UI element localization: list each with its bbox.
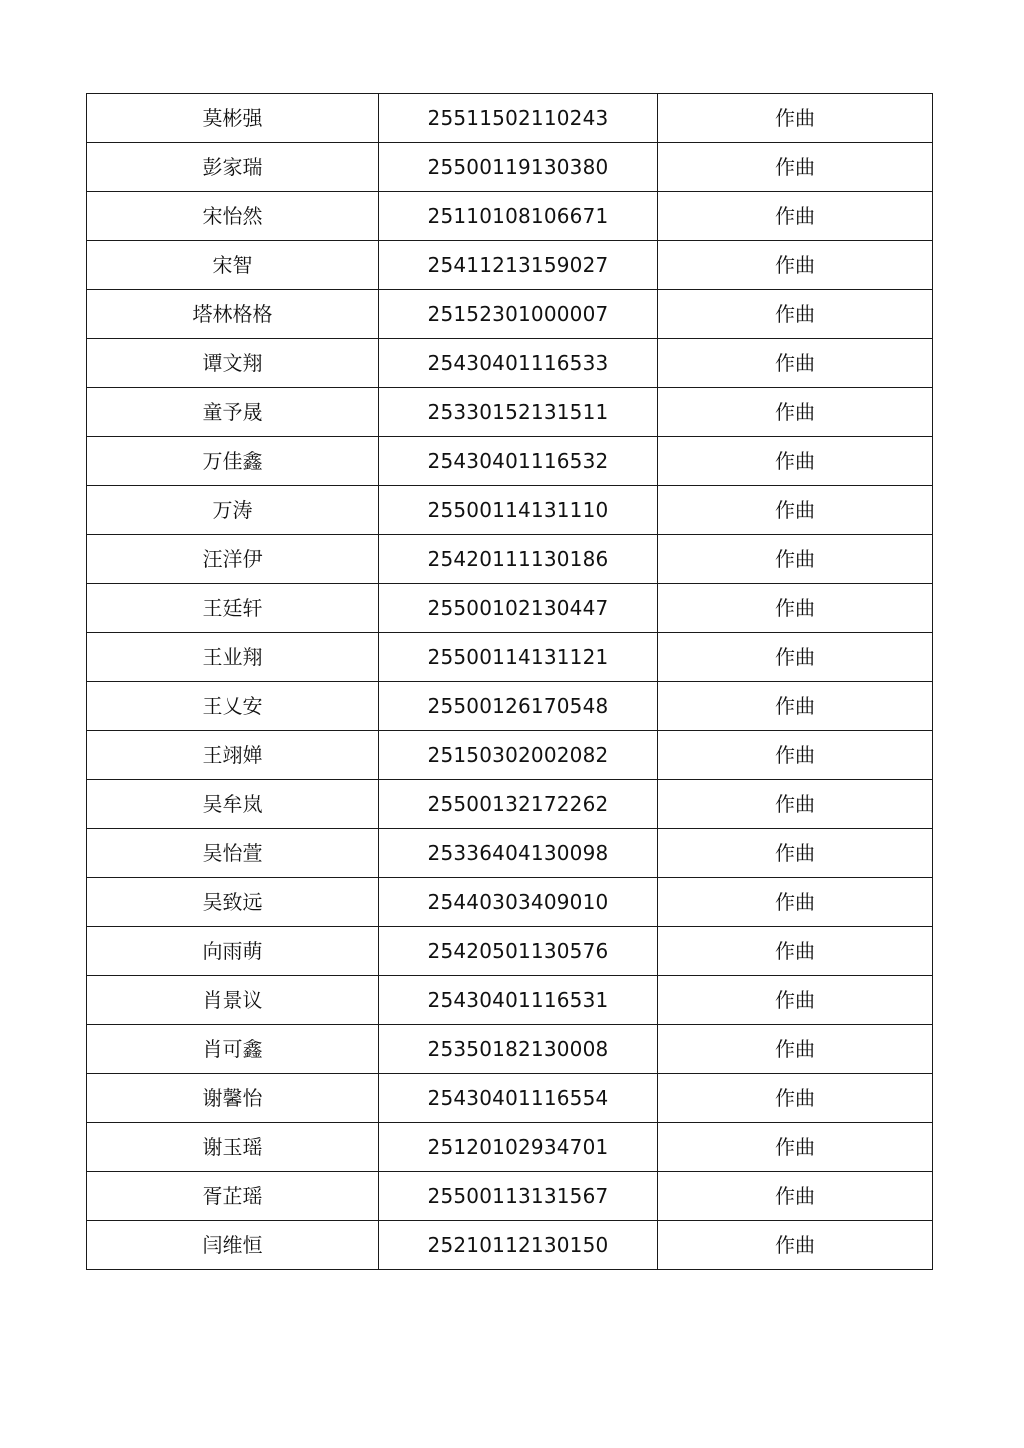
- candidate-id-cell: 25110108106671: [379, 192, 658, 241]
- name-cell: 谢馨怡: [87, 1074, 379, 1123]
- table-row: [87, 94, 933, 143]
- name-cell: 莫彬强: [87, 94, 379, 143]
- name-cell: 谭文翔: [87, 339, 379, 388]
- name-cell: 王廷轩: [87, 584, 379, 633]
- candidate-id-cell: 25411213159027: [379, 241, 658, 290]
- major-cell: 作曲: [658, 1221, 933, 1270]
- name-cell: 吴致远: [87, 878, 379, 927]
- table-row: [87, 535, 933, 584]
- major-cell: 作曲: [658, 682, 933, 731]
- roster-table-body: [87, 94, 933, 1270]
- table-row: [87, 437, 933, 486]
- table-row: [87, 290, 933, 339]
- table-row: [87, 1074, 933, 1123]
- name-cell: 向雨萌: [87, 927, 379, 976]
- major-cell: 作曲: [658, 241, 933, 290]
- candidate-id-cell: 25420501130576: [379, 927, 658, 976]
- candidate-id-cell: 25500119130380: [379, 143, 658, 192]
- candidate-id-cell: 25330152131511: [379, 388, 658, 437]
- name-cell: 塔林格格: [87, 290, 379, 339]
- name-cell: 肖景议: [87, 976, 379, 1025]
- roster-table: [86, 93, 933, 1270]
- major-cell: 作曲: [658, 192, 933, 241]
- candidate-id-cell: 25150302002082: [379, 731, 658, 780]
- candidate-id-cell: 25420111130186: [379, 535, 658, 584]
- candidate-id-cell: 25350182130008: [379, 1025, 658, 1074]
- name-cell: 童予晟: [87, 388, 379, 437]
- table-row: [87, 878, 933, 927]
- table-row: [87, 829, 933, 878]
- candidate-id-cell: 25430401116533: [379, 339, 658, 388]
- name-cell: 万佳鑫: [87, 437, 379, 486]
- major-cell: 作曲: [658, 486, 933, 535]
- name-cell: 吴怡萱: [87, 829, 379, 878]
- major-cell: 作曲: [658, 633, 933, 682]
- major-cell: 作曲: [658, 780, 933, 829]
- name-cell: 万涛: [87, 486, 379, 535]
- major-cell: 作曲: [658, 94, 933, 143]
- name-cell: 吴牟岚: [87, 780, 379, 829]
- major-cell: 作曲: [658, 584, 933, 633]
- candidate-id-cell: 25430401116532: [379, 437, 658, 486]
- table-row: [87, 1025, 933, 1074]
- name-cell: 宋怡然: [87, 192, 379, 241]
- major-cell: 作曲: [658, 290, 933, 339]
- table-row: [87, 682, 933, 731]
- name-cell: 肖可鑫: [87, 1025, 379, 1074]
- major-cell: 作曲: [658, 1074, 933, 1123]
- name-cell: 闫维恒: [87, 1221, 379, 1270]
- table-row: [87, 731, 933, 780]
- major-cell: 作曲: [658, 1123, 933, 1172]
- major-cell: 作曲: [658, 976, 933, 1025]
- major-cell: 作曲: [658, 535, 933, 584]
- major-cell: 作曲: [658, 927, 933, 976]
- major-cell: 作曲: [658, 339, 933, 388]
- candidate-id-cell: 25430401116531: [379, 976, 658, 1025]
- table-row: [87, 143, 933, 192]
- name-cell: 胥芷瑶: [87, 1172, 379, 1221]
- name-cell: 王乂安: [87, 682, 379, 731]
- table-row: [87, 927, 933, 976]
- table-row: [87, 976, 933, 1025]
- name-cell: 谢玉瑶: [87, 1123, 379, 1172]
- candidate-id-cell: 25500114131110: [379, 486, 658, 535]
- candidate-id-cell: 25120102934701: [379, 1123, 658, 1172]
- candidate-id-cell: 25500132172262: [379, 780, 658, 829]
- candidate-id-cell: 25500102130447: [379, 584, 658, 633]
- major-cell: 作曲: [658, 437, 933, 486]
- name-cell: 汪洋伊: [87, 535, 379, 584]
- name-cell: 王翊婵: [87, 731, 379, 780]
- name-cell: 宋智: [87, 241, 379, 290]
- table-row: [87, 388, 933, 437]
- candidate-id-cell: 25500126170548: [379, 682, 658, 731]
- candidate-id-cell: 25500113131567: [379, 1172, 658, 1221]
- candidate-id-cell: 25152301000007: [379, 290, 658, 339]
- table-row: [87, 584, 933, 633]
- name-cell: 彭家瑞: [87, 143, 379, 192]
- major-cell: 作曲: [658, 731, 933, 780]
- table-row: [87, 241, 933, 290]
- candidate-id-cell: 25430401116554: [379, 1074, 658, 1123]
- name-cell: 王业翔: [87, 633, 379, 682]
- candidate-id-cell: 25500114131121: [379, 633, 658, 682]
- table-row: [87, 633, 933, 682]
- table-row: [87, 1172, 933, 1221]
- table-row: [87, 1221, 933, 1270]
- candidate-id-cell: 25336404130098: [379, 829, 658, 878]
- table-row: [87, 339, 933, 388]
- major-cell: 作曲: [658, 1025, 933, 1074]
- major-cell: 作曲: [658, 878, 933, 927]
- candidate-id-cell: 25440303409010: [379, 878, 658, 927]
- major-cell: 作曲: [658, 143, 933, 192]
- table-row: [87, 486, 933, 535]
- major-cell: 作曲: [658, 1172, 933, 1221]
- candidate-id-cell: 25511502110243: [379, 94, 658, 143]
- table-row: [87, 780, 933, 829]
- major-cell: 作曲: [658, 829, 933, 878]
- candidate-id-cell: 25210112130150: [379, 1221, 658, 1270]
- major-cell: 作曲: [658, 388, 933, 437]
- table-row: [87, 192, 933, 241]
- table-row: [87, 1123, 933, 1172]
